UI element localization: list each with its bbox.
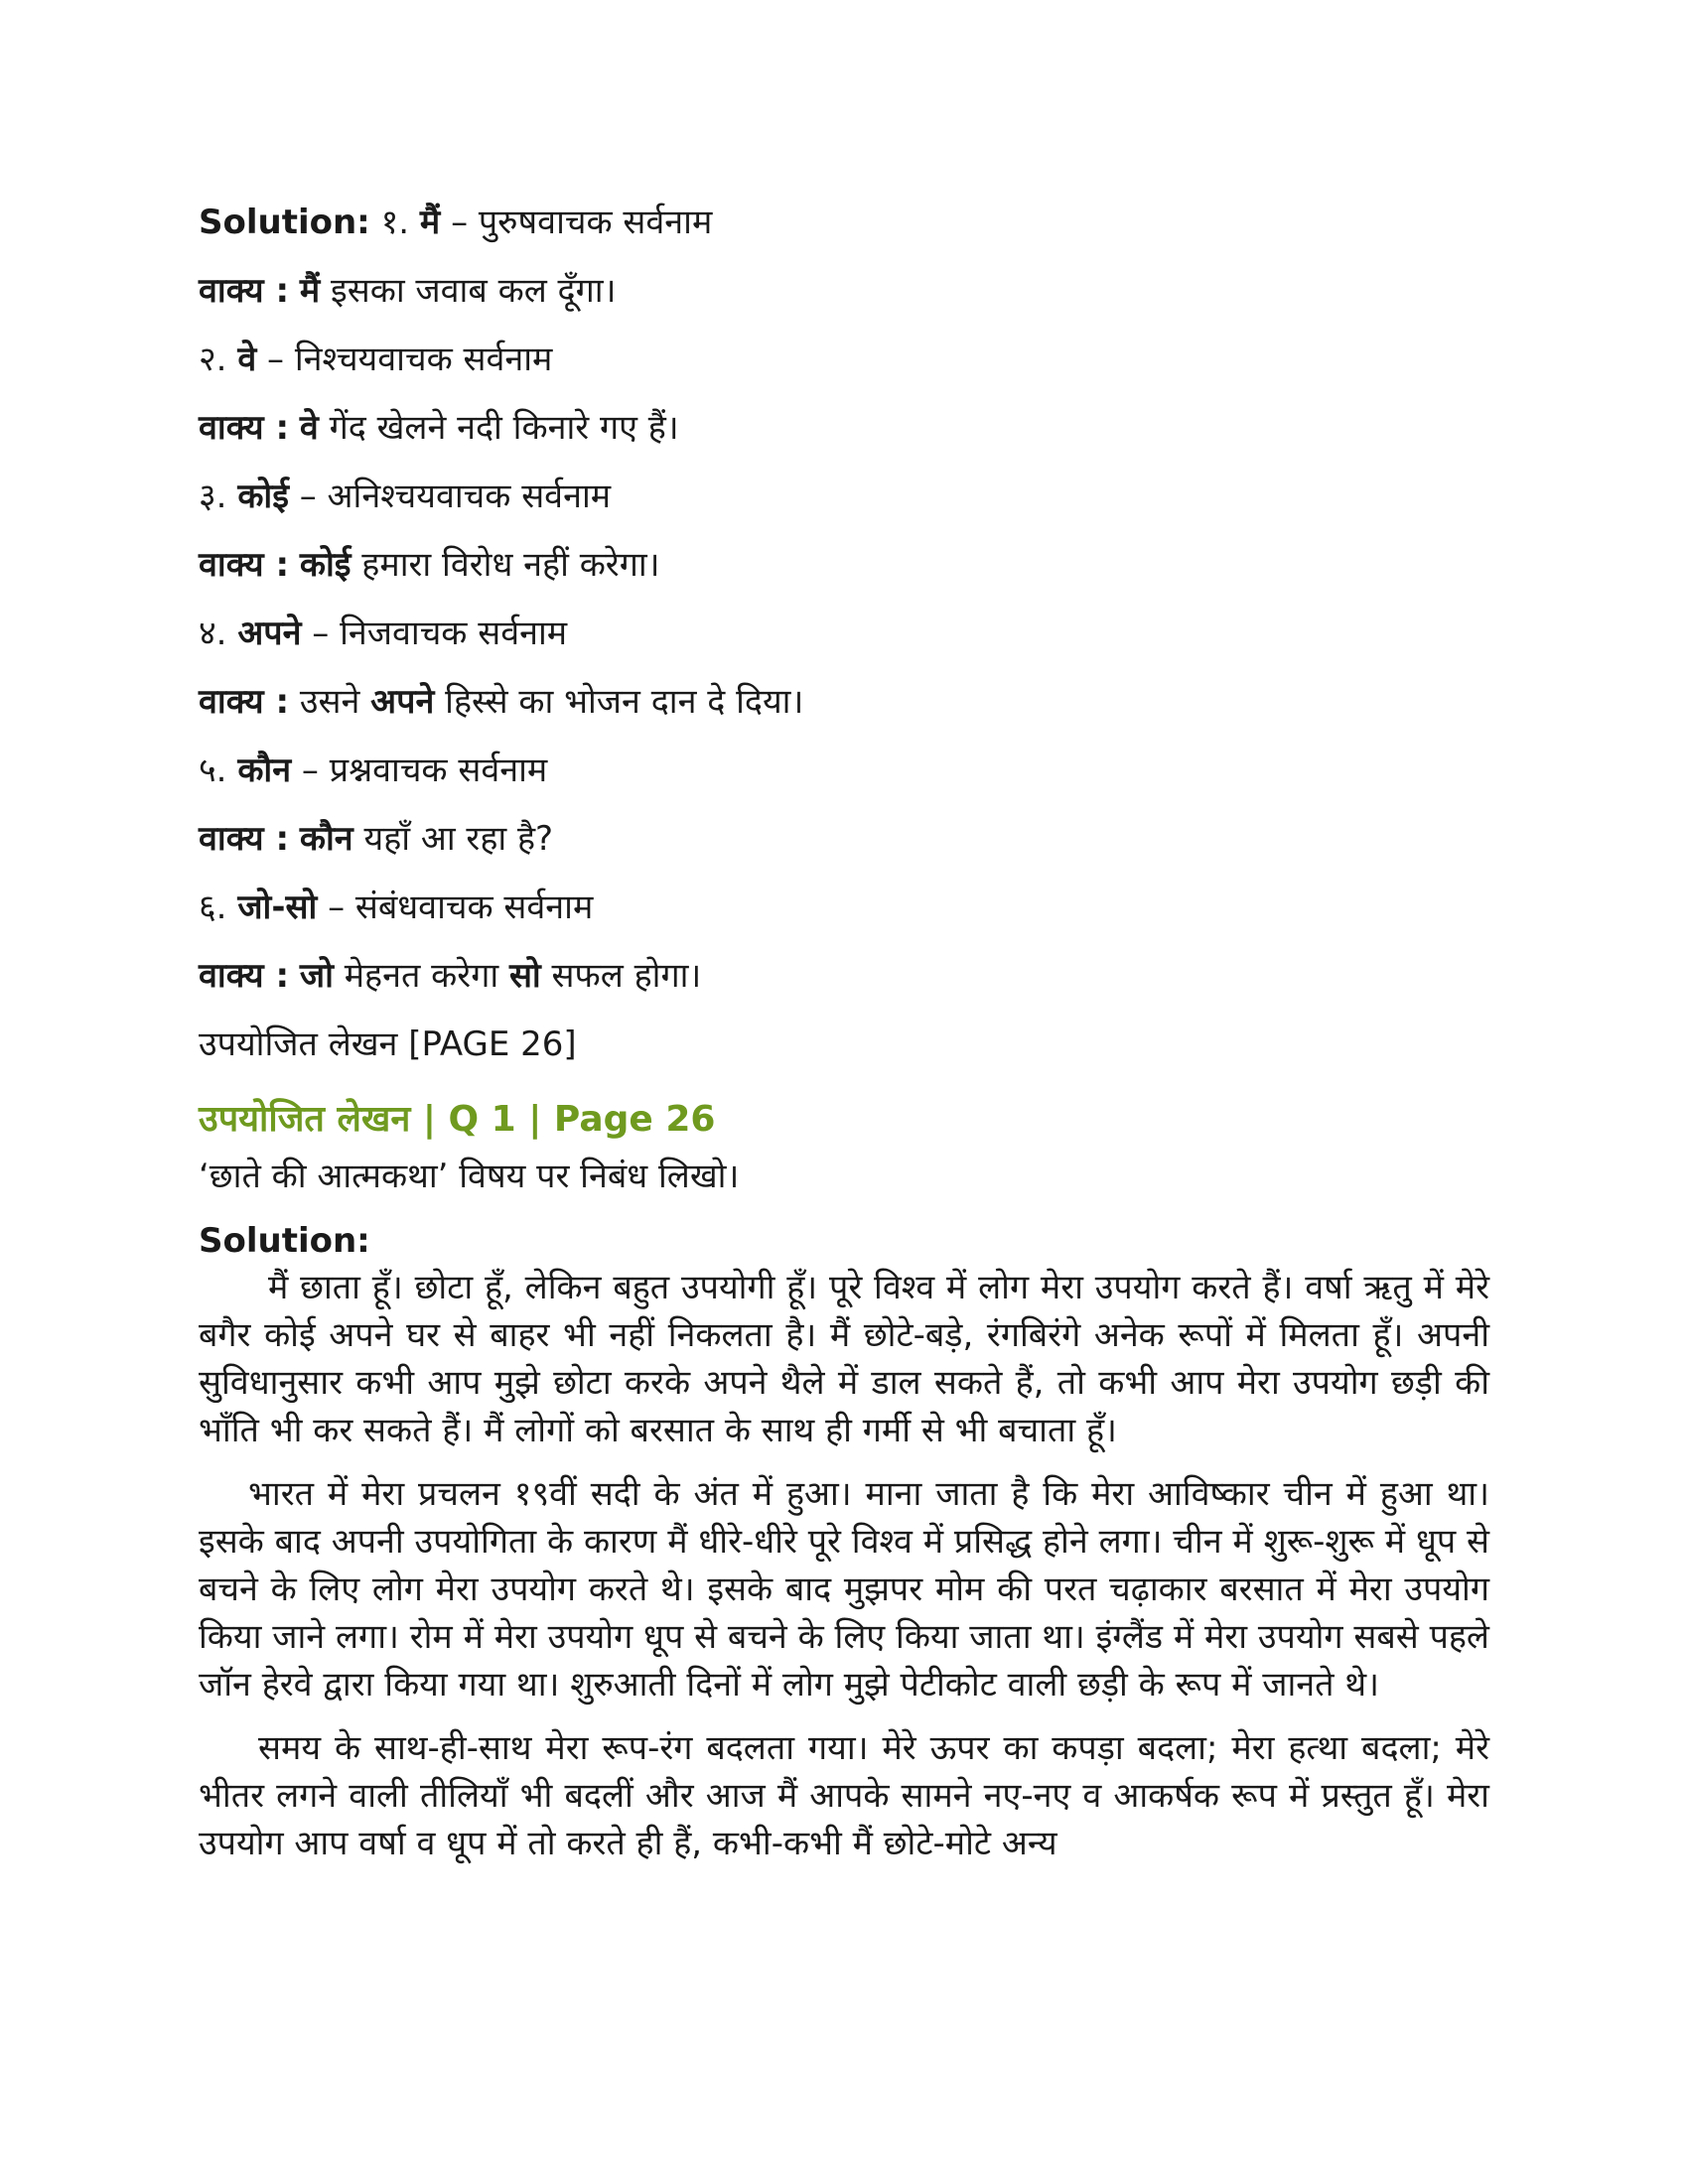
pronoun-type: – निश्चयवाचक सर्वनाम: [267, 340, 553, 379]
sentence-label: वाक्य :: [199, 682, 290, 722]
sentence-label: वाक्य :: [199, 819, 290, 859]
essay-paragraph-1: मैं छाता हूँ। छोटा हूँ, लेकिन बहुत उपयोगी हूँ। पूरे विश्व में लोग मेरा उपयोग करते हैं। वर्षा ऋतु में मेरे बगैर कोई अपने घर से बाहर भी नहीं निकलता है। मैं छोटे-बड़े, रंगबिरंगे अनेक रूपों में मिलता हूँ। अपनी सुविधानुसार कभी आप मुझे छोटा करके अपने थैले में डाल सकते हैं, तो कभी आप मेरा उपयोग छड़ी की भाँति भी कर सकते हैं। मैं लोगों को बरसात के साथ ही गर्मी से भी बचाता हूँ।: [199, 1268, 1489, 1450]
sentence-bold-word: मैं: [299, 271, 321, 311]
sentence-bold-word: कौन: [299, 819, 353, 859]
item-number: ३.: [199, 477, 227, 516]
sentence-line-6: [199, 942, 1489, 1011]
sentence-line-4: [199, 668, 1489, 737]
pronoun-type: – अनिश्चयवाचक सर्वनाम: [299, 477, 612, 516]
definition-line-1: [199, 189, 1489, 257]
sentence-bold-word: वे: [299, 408, 319, 448]
sentence-text: इसका जवाब कल दूँगा।: [320, 271, 617, 311]
sentence-label: वाक्य :: [199, 956, 290, 996]
definition-line-2: [199, 326, 1489, 394]
item-number: १.: [380, 203, 410, 242]
sentence-line-1: [199, 257, 1489, 326]
solution-label: Solution:: [199, 203, 370, 242]
question-heading: उपयोजित लेखन | Q 1 | Page 26: [199, 1099, 716, 1140]
sentence-bold-word: अपने: [370, 682, 435, 722]
pronoun-word: अपने: [237, 614, 302, 653]
item-number: ५.: [199, 751, 227, 790]
pronoun-type: – निजवाचक सर्वनाम: [312, 614, 568, 653]
sentence-text: हिस्से का भोजन दान दे दिया।: [434, 682, 804, 722]
pronoun-type: – प्रश्नवाचक सर्वनाम: [301, 751, 548, 790]
definition-line-3: [199, 463, 1489, 531]
sentence-bold-word: कोई: [299, 545, 352, 585]
question-text: ‘छाते की आत्मकथा’ विषय पर निबंध लिखो।: [199, 1157, 740, 1196]
pronoun-word: कोई: [237, 477, 289, 516]
sentence-line-5: [199, 805, 1489, 874]
pronoun-word: मैं: [419, 203, 441, 242]
solution-label: Solution:: [199, 1221, 370, 1261]
pronoun-word: वे: [237, 340, 257, 379]
pronoun-word: कौन: [237, 751, 292, 790]
item-number: २.: [199, 340, 227, 379]
pronoun-word: जो-सो: [237, 887, 318, 927]
sentence-text-end: सफल होगा।: [540, 956, 702, 996]
sentence-text: मेहनत करेगा: [333, 956, 509, 996]
definition-line-6: [199, 874, 1489, 942]
section-note: उपयोजित लेखन [PAGE 26]: [199, 1024, 577, 1064]
sentence-text: यहाँ आ रहा है?: [352, 819, 554, 859]
sentence-label: वाक्य :: [199, 545, 290, 585]
sentence-pre: उसने: [289, 682, 371, 722]
document-page: [199, 189, 1489, 1883]
item-number: ४.: [199, 614, 227, 653]
essay-paragraph-2: भारत में मेरा प्रचलन १९वीं सदी के अंत में हुआ। माना जाता है कि मेरा आविष्कार चीन में हुआ था। इसके बाद अपनी उपयोगिता के कारण मैं धीरे-धीरे पूरे विश्व में प्रसिद्ध होने लगा। चीन में शुरू-शुरू में धूप से बचने के लिए लोग मेरा उपयोग करते थे। इसके बाद मुझपर मोम की परत चढ़ाकार बरसात में मेरा उपयोग किया जाने लगा। रोम में मेरा उपयोग धूप से बचने के लिए किया जाता था। इंग्लैंड में मेरा उपयोग सबसे पहले जॉन हेरवे द्वारा किया गया था। शुरुआती दिनों में लोग मुझे पेटीकोट वाली छड़ी के रूप में जानते थे।: [199, 1474, 1489, 1705]
sentence-line-3: [199, 531, 1489, 600]
pronoun-type: – संबंधवाचक सर्वनाम: [328, 887, 594, 927]
sentence-text: गेंद खेलने नदी किनारे गए हैं।: [318, 408, 679, 448]
sentence-bold-word: जो: [299, 956, 334, 996]
definition-line-4: [199, 600, 1489, 668]
sentence-line-2: [199, 394, 1489, 463]
definition-line-5: [199, 737, 1489, 805]
sentence-label: वाक्य :: [199, 408, 290, 448]
sentence-bold-word-2: सो: [508, 956, 541, 996]
item-number: ६.: [199, 887, 227, 927]
essay-paragraph-3: समय के साथ-ही-साथ मेरा रूप-रंग बदलता गया। मेरे ऊपर का कपड़ा बदला; मेरा हत्था बदला; मेरे भीतर लगने वाली तीलियाँ भी बदलीं और आज मैं आपके सामने नए-नए व आकर्षक रूप में प्रस्तुत हूँ। मेरा उपयोग आप वर्षा व धूप में तो करते ही हैं, कभी-कभी मैं छोटे-मोटे अन्य: [199, 1728, 1489, 1863]
sentence-text: हमारा विरोध नहीं करेगा।: [351, 545, 660, 585]
sentence-label: वाक्य :: [199, 271, 290, 311]
pronoun-type: – पुरुषवाचक सर्वनाम: [451, 203, 713, 242]
